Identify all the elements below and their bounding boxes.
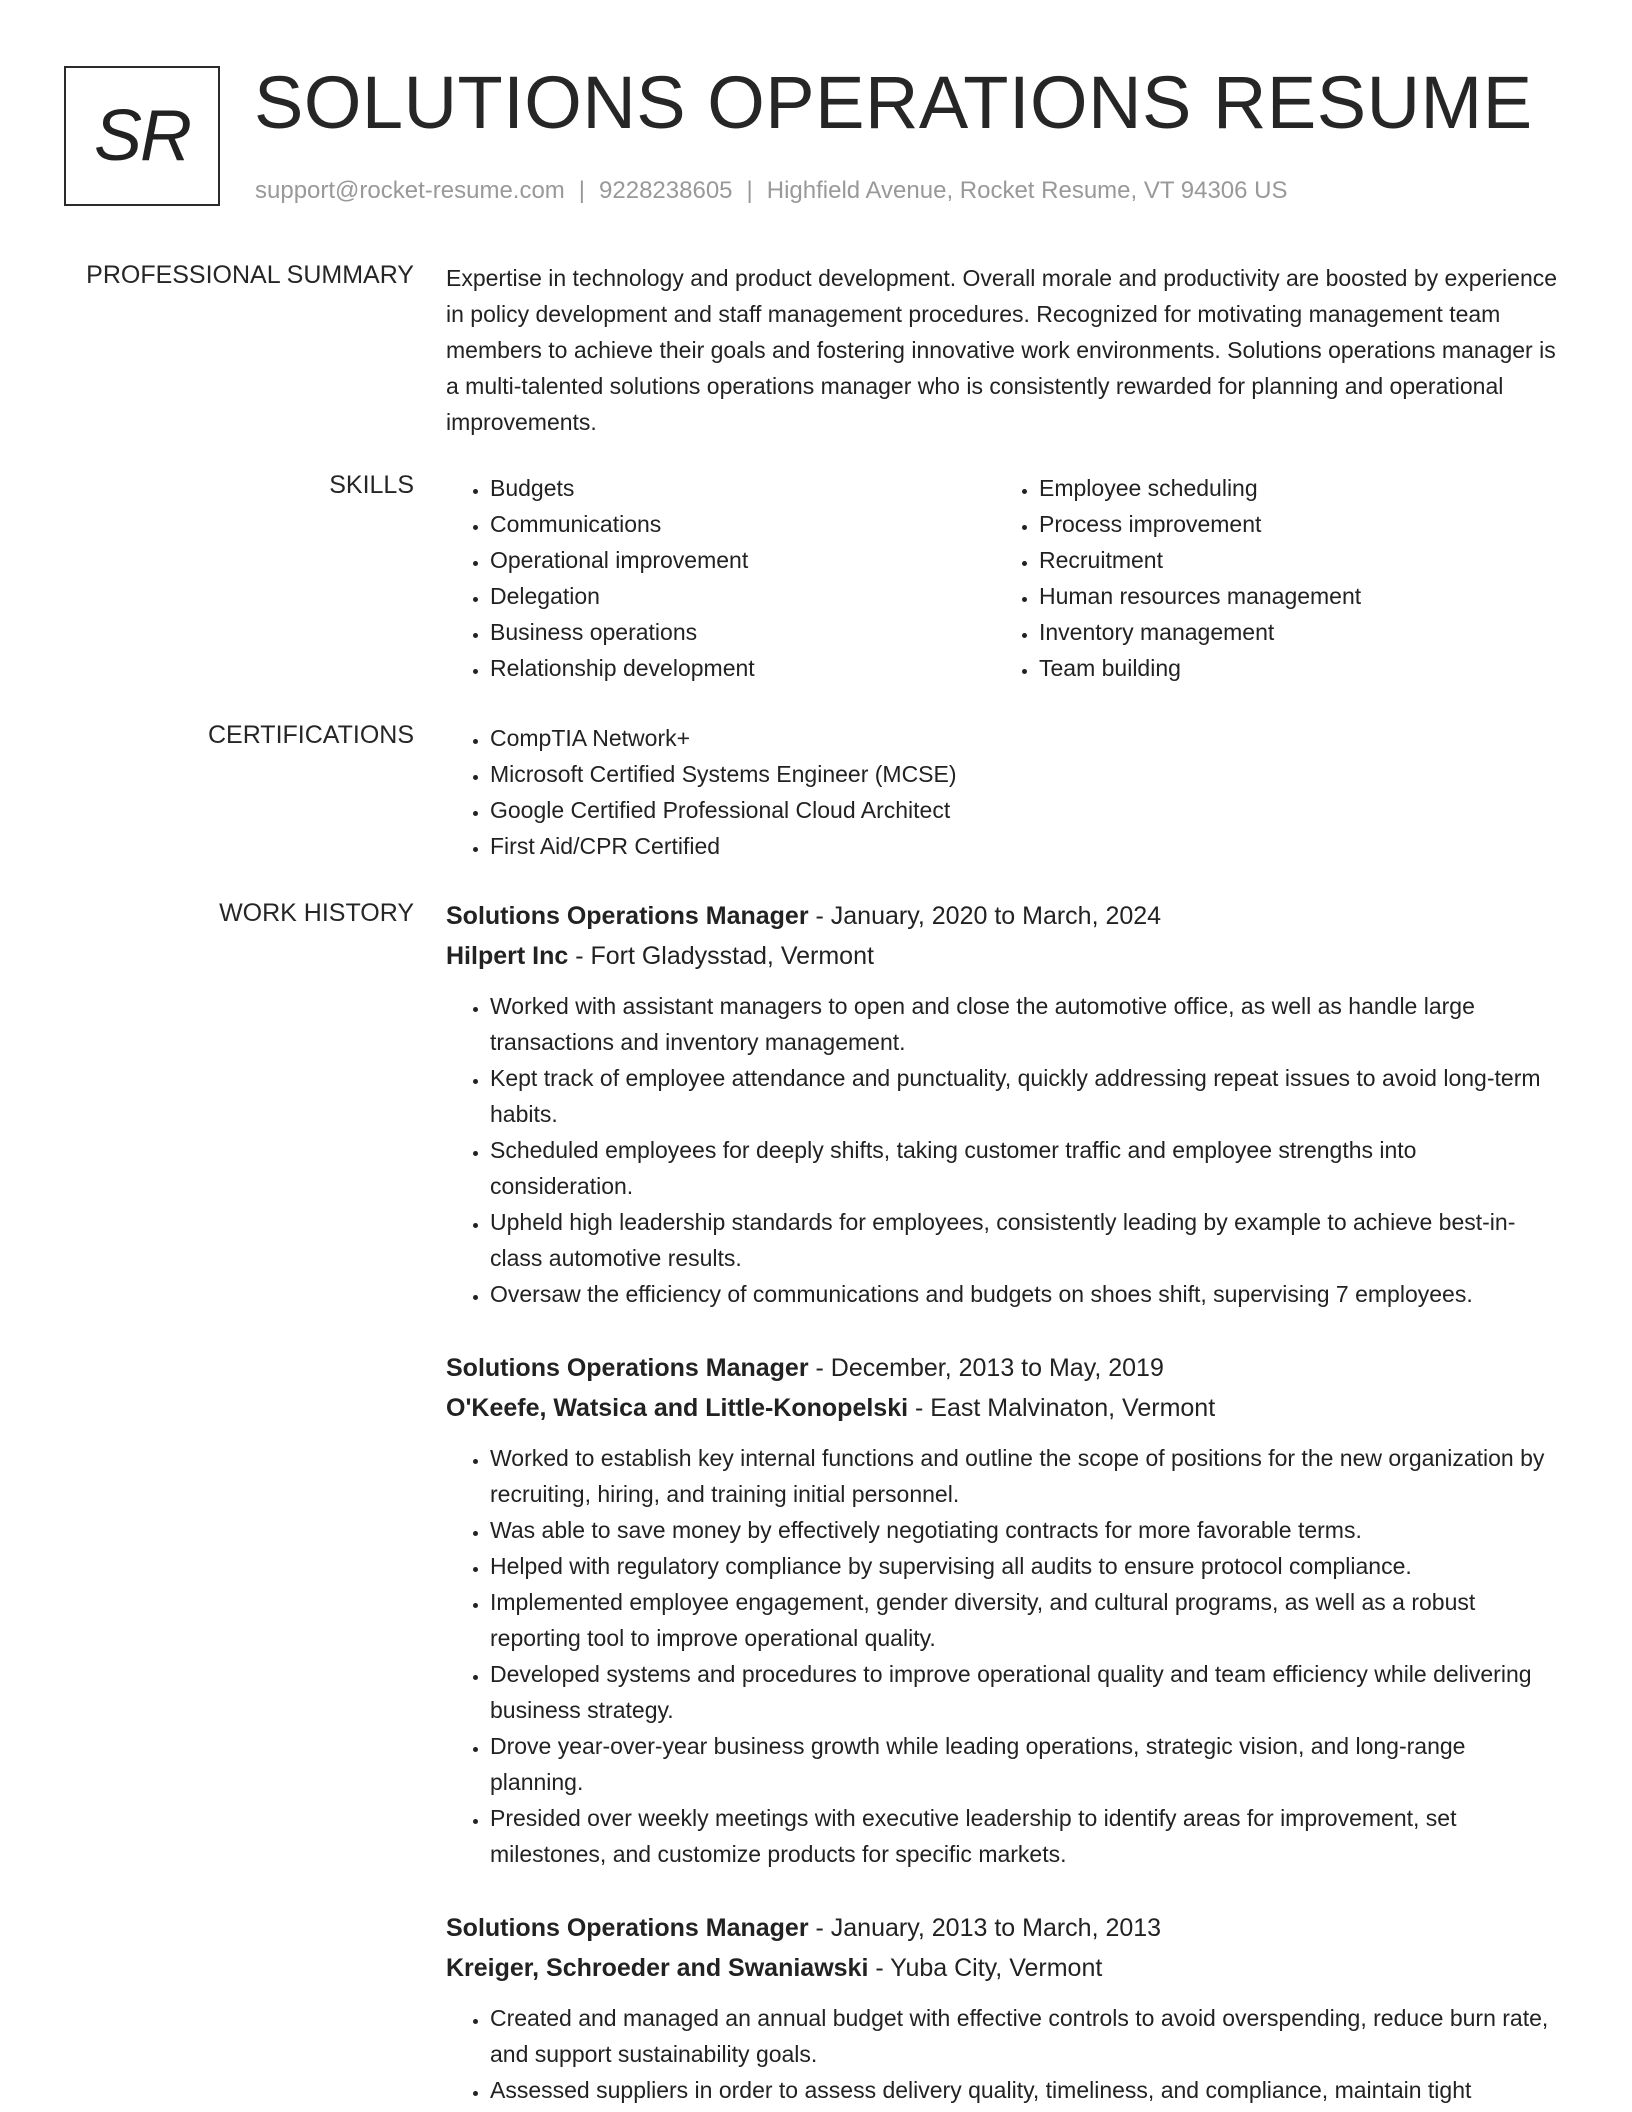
job-company: O'Keefe, Watsica and Little-Konopelski: [446, 1394, 909, 1422]
list-item: • First Aid/CPR Certified: [490, 828, 1564, 864]
skills-column-right: [995, 470, 1544, 686]
list-item: • Google Certified Professional Cloud Architect: [490, 792, 1564, 828]
job-bullet: • Worked with assistant managers to open and close the automotive office, as well as handle large transactions and inventory management.: [490, 988, 1564, 1060]
job-bullet: • Was able to save money by effectively negotiating contracts for more favorable terms.: [490, 1512, 1564, 1548]
skills-grid: [446, 470, 1564, 686]
job-bullet: • Scheduled employees for deeply shifts, taking customer traffic and employee strengths into consideration.: [490, 1132, 1564, 1204]
job-bullet: • Upheld high leadership standards for employees, consistently leading by example to achieve best-in-class automotive results.: [490, 1204, 1564, 1276]
list-item: • Recruitment: [1039, 542, 1544, 578]
job-entry: [446, 1348, 1564, 1872]
job-entry: [446, 1908, 1564, 2108]
contact-separator: |: [578, 177, 586, 204]
job-location: East Malvinaton, Vermont: [930, 1394, 1216, 1422]
job-dash: -: [868, 1954, 891, 1982]
job-bullet: • Kept track of employee attendance and punctuality, quickly addressing repeat issues to avoid long-term habits.: [490, 1060, 1564, 1132]
skills-column-left: [446, 470, 995, 686]
job-dash: -: [568, 942, 591, 970]
certifications-body: [446, 720, 1564, 864]
job-bullet: • Drove year-over-year business growth while leading operations, strategic vision, and long-range planning.: [490, 1728, 1564, 1800]
job-company-line: [446, 1948, 1564, 1988]
contact-line: [255, 176, 1288, 206]
summary-body: [446, 260, 1564, 440]
section-label: CERTIFICATIONS: [207, 721, 414, 749]
job-dates: January, 2020 to March, 2024: [830, 902, 1162, 930]
job-bullet: • Oversaw the efficiency of communications and budgets on shoes shift, supervising 7 employees.: [490, 1276, 1564, 1312]
job-dash: -: [808, 1914, 831, 1942]
monogram-badge: SR: [64, 66, 220, 206]
job-bullet: • Worked to establish key internal functions and outline the scope of positions for the new organization by recruiting, hiring, and training initial personnel.: [490, 1440, 1564, 1512]
section-label: WORK HISTORY: [219, 899, 414, 927]
job-dash: -: [808, 1354, 831, 1382]
job-title-line: [446, 896, 1564, 936]
job-title-line: [446, 1908, 1564, 1948]
list-item: • Process improvement: [1039, 506, 1544, 542]
job-bullet: • Assessed suppliers in order to assess delivery quality, timeliness, and compliance, maintain tight: [490, 2072, 1564, 2108]
list-item: • Business operations: [490, 614, 995, 650]
job-dash: -: [908, 1394, 931, 1422]
job-bullet: • Helped with regulatory compliance by supervising all audits to ensure protocol compliance.: [490, 1548, 1564, 1584]
list-item: • CompTIA Network+: [490, 720, 1564, 756]
section-label: PROFESSIONAL SUMMARY: [86, 261, 414, 289]
job-dates: January, 2013 to March, 2013: [830, 1914, 1162, 1942]
job-company-line: [446, 936, 1564, 976]
list-item: • Delegation: [490, 578, 995, 614]
job-bullet: • Implemented employee engagement, gender diversity, and cultural programs, as well as a robust reporting tool to improve operational quality.: [490, 1584, 1564, 1656]
skills-list-left: [446, 470, 995, 686]
job-bullet-list: [446, 1440, 1564, 1872]
work-history-body: [446, 896, 1564, 2112]
section-label: SKILLS: [329, 471, 414, 499]
list-item: • Employee scheduling: [1039, 470, 1544, 506]
job-company: Hilpert Inc: [446, 942, 569, 970]
job-dates: December, 2013 to May, 2019: [830, 1354, 1164, 1382]
skills-body: [446, 470, 1564, 686]
list-item: • Operational improvement: [490, 542, 995, 578]
job-title-line: [446, 1348, 1564, 1388]
job-title: Solutions Operations Manager: [446, 1354, 809, 1382]
job-company-line: [446, 1388, 1564, 1428]
job-bullet: • Created and managed an annual budget with effective controls to avoid overspending, reduce burn rate, and support sustainability goals.: [490, 2000, 1564, 2072]
job-bullet-list: [446, 2000, 1564, 2108]
job-dash: -: [808, 902, 831, 930]
contact-address: Highfield Avenue, Rocket Resume, VT 94306 US: [766, 177, 1288, 204]
summary-text: Expertise in technology and product development. Overall morale and productivity are boosted by experience in policy development and staff management procedures. Recognized for motivating management team members to achieve their goals and fostering innovative work environments. Solutions operations manager is a multi-talented solutions operations manager who is consistently rewarded for planning and operational improvements.: [446, 265, 1558, 435]
list-item: • Human resources management: [1039, 578, 1544, 614]
contact-email[interactable]: support@rocket-resume.com: [255, 177, 565, 204]
job-company: Kreiger, Schroeder and Swaniawski: [446, 1954, 869, 1982]
job-bullet: • Developed systems and procedures to improve operational quality and team efficiency while delivering business strategy.: [490, 1656, 1564, 1728]
contact-phone[interactable]: 9228238605: [599, 177, 733, 204]
list-item: • Budgets: [490, 470, 995, 506]
list-item: • Relationship development: [490, 650, 995, 686]
page-title: SOLUTIONS OPERATIONS RESUME: [254, 61, 1533, 144]
job-title: Solutions Operations Manager: [446, 902, 809, 930]
skills-list-right: [995, 470, 1544, 686]
contact-separator: |: [746, 177, 753, 204]
job-bullet: • Presided over weekly meetings with executive leadership to identify areas for improvement, set milestones, and customize products for specific markets.: [490, 1800, 1564, 1872]
job-title: Solutions Operations Manager: [446, 1914, 809, 1942]
job-bullet-list: [446, 988, 1564, 1312]
list-item: • Communications: [490, 506, 995, 542]
job-entry: [446, 896, 1564, 1312]
list-item: • Inventory management: [1039, 614, 1544, 650]
job-location: Yuba City, Vermont: [890, 1954, 1103, 1982]
certifications-list: [446, 720, 1564, 864]
list-item: • Microsoft Certified Systems Engineer (MCSE): [490, 756, 1564, 792]
job-location: Fort Gladysstad, Vermont: [590, 942, 874, 970]
list-item: • Team building: [1039, 650, 1544, 686]
